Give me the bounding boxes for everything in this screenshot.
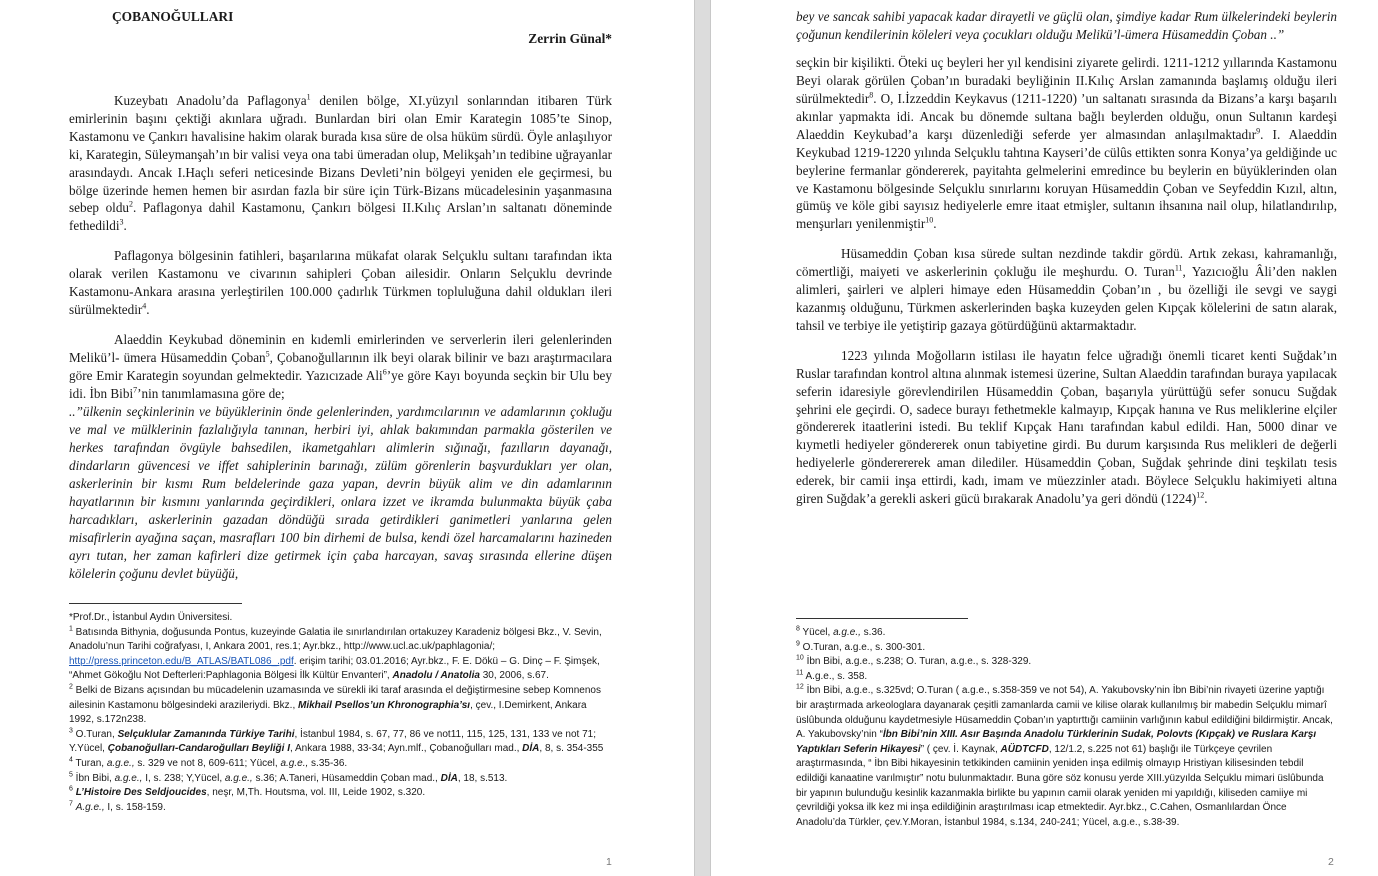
author-name: Zerrin Günal* (528, 31, 612, 46)
footnote-3: $^3$ O.Turan, Selçuklular Zamanında Türkiye Tarihi, İstanbul 1984, s. 67, 77, 86 ve not11, 115, 125, 131, 133 ve not 71; Y.Yücel, Çobanoğulları-Candaroğulları Beyliği I, Ankara 1988, 33-34; Ayn.mlf., Çobanoğulları mad., DİA, 8, s. 354-355 (69, 727, 604, 755)
page2-body (796, 8, 1337, 508)
footnote-11: $^{11}$ A.g.e., s. 358. (796, 669, 868, 682)
footnote-4: $^4$ Turan, a.g.e., s. 329 ve not 8, 609-611; Yücel, a.g.e., s.35-36. (69, 756, 348, 769)
footnote-ref[interactable]: 6 (382, 367, 387, 377)
footnote-7: $^7$ A.g.e., I, s. 158-159. (69, 800, 166, 813)
document-title: ÇOBANOĞULLARI (112, 9, 234, 24)
page-number: 2 (1328, 856, 1334, 868)
block-quote-continued: bey ve sancak sahibi yapacak kadar dirayetli ve güçlü olan, şimdiye kadar Rum ülkelerindeki beylerin çoğunun kendilerinin köleleri veya çocukları olduğu Melikü’l-ümera Hüsameddin Çoban ..” (796, 9, 1337, 43)
page1-footnotes (69, 611, 612, 815)
footnote-ref[interactable]: 2 (129, 200, 134, 210)
footnote-8: $^8$ Yücel, a.g.e., s.36. (796, 625, 886, 638)
footnote-ref[interactable]: 9 (1256, 126, 1261, 136)
page1-body (69, 92, 612, 583)
footnote-2: $^2$ Belki de Bizans açısından bu mücadelenin uzamasında ve sürekli iki taraf arasında el değiştirmesine sebep Komnenos ailesinin Kastamonu bölgesindeki arazileriydi. Bkz., Mikhail Psellos’un Khronographia’sı, çev., I.Demirkent, Ankara 1992, s.172n238. (69, 683, 601, 726)
paragraph-3: Alaeddin Keykubad döneminin en kıdemli emirlerinden ve serverlerin ileri gelenlerinden Melikü’l- ümera Hüsameddin Çoban$^5$, Çobanoğullarının ilk beyi olarak bilinir ve bazı araştırmacılara göre Emir Karategin soyundan gelmektedir. Yazıcızade Ali$^6$’ye göre Kayı boyunda seçkin bir Ulu bey idi. İbn Bibi$^7$’nin tanımlamasına göre de; (69, 331, 612, 401)
footnote-ref[interactable]: 10 (925, 215, 934, 225)
document-page-2 (711, 0, 1378, 876)
paragraph-4: seçkin bir kişilikti. Öteki uç beyleri her yıl kendisini ziyarete gelirdi. 1211-1212 yıllarında Kastamonu Beyi olarak görülen Çoban’ın buradaki beyliğinin II.Kılıç Arslan zamanında başlamış olduğu ileri sürülmektedir$^8$. O, I.İzzeddin Keykavus (1211-1220) ’un saltanatı sırasında da Bizans’a karşı başarılı akınlar yapmakta idi. Ancak bu dönemde sultana bağlı beylerden olduğu, onun Sultanın kardeşi Alaeddin Keykubad’a karşı düzenlediği seferde yer almasından anlaşılmaktadır$^9$. I. Alaeddin Keykubad 1219-1220 yılında Selçuklu tahtına Kayseri’de cülûs ettikten sonra Konya’ya geldiğinde uc beylerine fermanlar göndererek, payitahta gelmelerini emredince bu beylerin en büyüklerinden olan ve Kastamonu bölgesinde Selçuklu sınırlarını koruyan Hüsameddin Çoban ve Seyfeddin Kızıl, altın, gümüş ve köle gibi sayısız hediyelerle emre itaat etmişler, sultanın ihsanına nail olup, hilatlandırılıp, menşurları yenilenmiştir$^{10}$. (796, 55, 1337, 232)
footnote-ref[interactable]: 3 (119, 217, 124, 227)
footnote-link[interactable]: http://press.princeton.edu/B_ATLAS/BATL086_.pdf (69, 655, 294, 667)
page1-header (69, 8, 612, 48)
paragraph-1: Kuzeybatı Anadolu’da Paflagonya$^1$ denilen bölge, XI.yüzyıl sonlarından itibaren Türk emirlerinin başını çektiği akınlara uğradı. Bunlardan biri olan Emir Karategin 1085’te Sinop, Kastamonu ve Çankırı havalisine hakim olarak burada kısa süre de olsa hüküm sürdü. Öyle anlaşılıyor ki, Karategin, Süleymanşah’ın bir valisi veya ona tabi ümeradan olup, Melikşah’ın tedibine uğrayanlar arasındaydı. Ancak I.Haçlı seferi neticesinde Bizans Devleti’nin bölgeyi yeniden ele geçirmesi, bu bölge üzerinde hemen hemen bir asırdan fazla bir süre için Türk-Bizans mücadelesinin yaşanmasına sebep oldu$^2$. Paflagonya dahil Kastamonu, Çankırı bölgesi II.Kılıç Arslan’ın saltanatı döneminde fethedildi$^3$. (69, 92, 612, 234)
footnote-1: $^1$ Batısında Bithynia, doğusunda Pontus, kuzeyinde Galatia ile sınırlandırılan ortakuzey Karadeniz bölgesi Bkz., V. Sevin, Anadolu’nun Tarihi coğrafyası, I, Ankara 2001, res.1; Ayr.bkz., http://www.ucl.ac.uk/paphlagonia/; http://press.princeton.edu/B_ATLAS/BATL086_.pdf. erişim tarihi; 03.01.2016; Ayr.bkz., F. E. Dökü – G. Dinç – F. Şimşek, “Ahmet Gökoğlu Not Defterleri:Paphlagonia Bölgesi İlk Kültür Envanteri”, Anadolu / Anatolia 30, 2006, s.67. (69, 625, 602, 682)
paragraph-6: 1223 yılında Moğolların istilası ile hayatın felce uğradığı önemli ticaret kenti Suğdak’ın Ruslar tarafından kontrol altına alınmak istemesi üzerine, Sultan Alaeddin tarafından buraya yapılacak seferin idaresiyle görevlendirilen Hüsameddin Çoban, başarıyla yürüttüğü sefer sonucu Suğdak şehrini ele geçirdi. O, sadece burayı fethetmekle kalmayıp, Kıpçak hanına ve Rus meliklerine elçiler göndererek itaatlerini istedi. Bu teklif Kıpçak Hanı tarafından kabul edildi. Han, 5000 dinar ve kıymetli hediyeler göndererek onun tabiyetine girdi. Bu durum karşısında Rus melikleri de değerli hediyelerle gönderererek aman dilediler. Hüsameddin Çoban, Suğdak şehrinde dini teşkilatı tesis ederek, bir camii inşa ettirdi, kadı, imam ve müezzinler atadı. Böylece Selçuklu hakimiyeti altına giren Suğdak’a gerekli askeri gücü bırakarak Anadolu’ya geri döndü $(1224)^{12}$. (796, 347, 1337, 507)
page-number: 1 (606, 856, 612, 868)
footnote-6: $^6$ L’Histoire Des Seldjoucides, neşr, M,Th. Houtsma, vol. III, Leide 1902, s.320. (69, 785, 426, 799)
footnote-separator (796, 618, 968, 619)
footnote-author: *Prof.Dr., İstanbul Aydın Üniversitesi. (69, 612, 233, 623)
footnote-ref[interactable]: 11 (1174, 263, 1183, 273)
footnote-ref[interactable]: 7 (133, 385, 138, 395)
page-separator (694, 0, 711, 876)
footnote-ref[interactable]: 5 (265, 349, 270, 359)
paragraph-2: Paflagonya bölgesinin fatihleri, başarılarına mükafat olarak Selçuklu sultanı tarafından ikta olarak verilen Kastamonu ve civarının sahipleri Çoban ailesidir. Onların Selçuklu devrinde Kastamonu-Ankara arasına yerleştirilen 100.000 çadırlık Türkmen topluluğuna dahil oldukları ileri sürülmektedir$^4$. (69, 248, 612, 317)
footnote-10: $^{10}$ İbn Bibi, a.g.e., s.238; O. Turan, a.g.e., s. 328-329. (796, 654, 1032, 668)
footnote-ref[interactable]: 4 (142, 301, 147, 311)
footnote-ref[interactable]: 12 (1196, 490, 1205, 500)
footnote-9: $^9$ O.Turan, a.g.e., s. 300-301. (796, 640, 926, 653)
paragraph-5: Hüsameddin Çoban kısa sürede sultan nezdinde takdir gördü. Artık zekası, kahramanlığı, cömertliği, maiyeti ve askerlerinin çokluğu ile meşhurdu. O. Turan$^{11}$, Yazıcıoğlu Âli’den naklen alimleri, şairleri ve alpleri himaye eden Hüsameddin Çoban’ın , bu özelliği ile sevgi ve saygi kazanmış olduğunu, Türkmen askerlerinden başka kuzeyden gelen Kıpçak kölelerini de satın alarak, tahsil ve terbiye ile yetiştirip gazaya götürdüğünü aktarmaktadır. (796, 246, 1337, 333)
footnote-ref[interactable]: 1 (306, 92, 311, 102)
footnote-ref[interactable]: 8 (869, 90, 874, 100)
block-quote: ..”ülkenin seçkinlerinin ve büyüklerinin önde gelenlerinden, yardımcılarının ve adamlarının çokluğu ve mal ve mülklerinin fazlalığıyla tanınan, herbiri iyi, ahlak bakımından parmakla gösterilen ve herkes tarafından övgüyle bahsedilen, ikametgahları alimlerin sığınağı, fazılların dayanağı, dindarların güvencesi ve iffet sahiplerinin barınağı, zülüm görenlerin başvurdukları yer olan, askerlerinin bir kısmı Rum beldelerinde gaza yapan, devrin büyük alim ve din adamlarının hayatlarının bir kısmını yanlarında geçirdikleri, onlara izzet ve ikramda bulunmakta büyük çaba harcadıkları, askerlerinin gazadan döndüğü sırada getirdikleri ganimetleri yanlarına gelen misafirlerin ayağına saçan, masrafları 100 bin dirhemi de bulsa, kendi özel harcamalarını hazineden ayrı tutan, her zaman kafirleri dize getirmek için çaba harcayan, savaş sırasında ellerine düşen kölelerin çoğunu devlet büyüğü, (69, 403, 612, 582)
footnote-separator (69, 603, 242, 604)
page2-footnotes (796, 626, 1337, 830)
footnote-12: $^{12}$ İbn Bibi, a.g.e., s.325vd; O.Turan ( a.g.e., s.358-359 ve not 54), A. Yakubovsky’nin İbn Bibi’nin rivayeti üzerine yaptığı bir araştırmada arkeologlara dayanarak çeşitli zamanlarda camii ve kilise olarak kullanılmış bir mabedin Selçuklu mimarî üslûbunda olduğunu kaydetmesiyle Hüsameddin Çoban’ın yaptırttığı camiinin varlığının kabul edildiğini bildirmiştir. Ancak, A. Yakubovsky’nin “İbn Bibi’nin XIII. Asır Başında Anadolu Türklerinin Sudak, Polovts (Kıpçak) ve Ruslara Karşı Yaptıkları Seferin Hikayesi” ( çev. İ. Kaynak, AÜDTCFD, 12/1.2, s.225 not 61) başlığı ile Türkçeye çevrilen araştırmasında, “ İbn Bibi hikayesinin tetkikinden camiinin yeniden inşa edilmiş olmayıp Hristiyan kilisesinden tebdil edildiği kanaatine varılmıştır” notu bulunmaktadır. Buna göre söz konusu yerde XIII.yüzyılda Selçuklu mimari üslûbunda bir yapının bulunduğu kesinlik kazanmakla birlikte bu yapının camii olarak yeniden mi yapıldığı, kiliseden camiiye mi çevrildiği yoksa ilk kez mi inşa edildiğinin araştırılması icap etmektedir. Ayr.bkz., C.Cahen, Osmanlılardan Önce Anadolu’da Türkler, çev.Y.Moran, İstanbul 1984, s.134, 240-241; Yücel, a.g.e., s.38-39. (796, 684, 1333, 828)
footnote-5: $^5$ İbn Bibi, a.g.e., I, s. 238; Y,Yücel, a.g.e., s.36; A.Taneri, Hüsameddin Çoban mad., DİA, 18, s.513. (69, 771, 508, 784)
